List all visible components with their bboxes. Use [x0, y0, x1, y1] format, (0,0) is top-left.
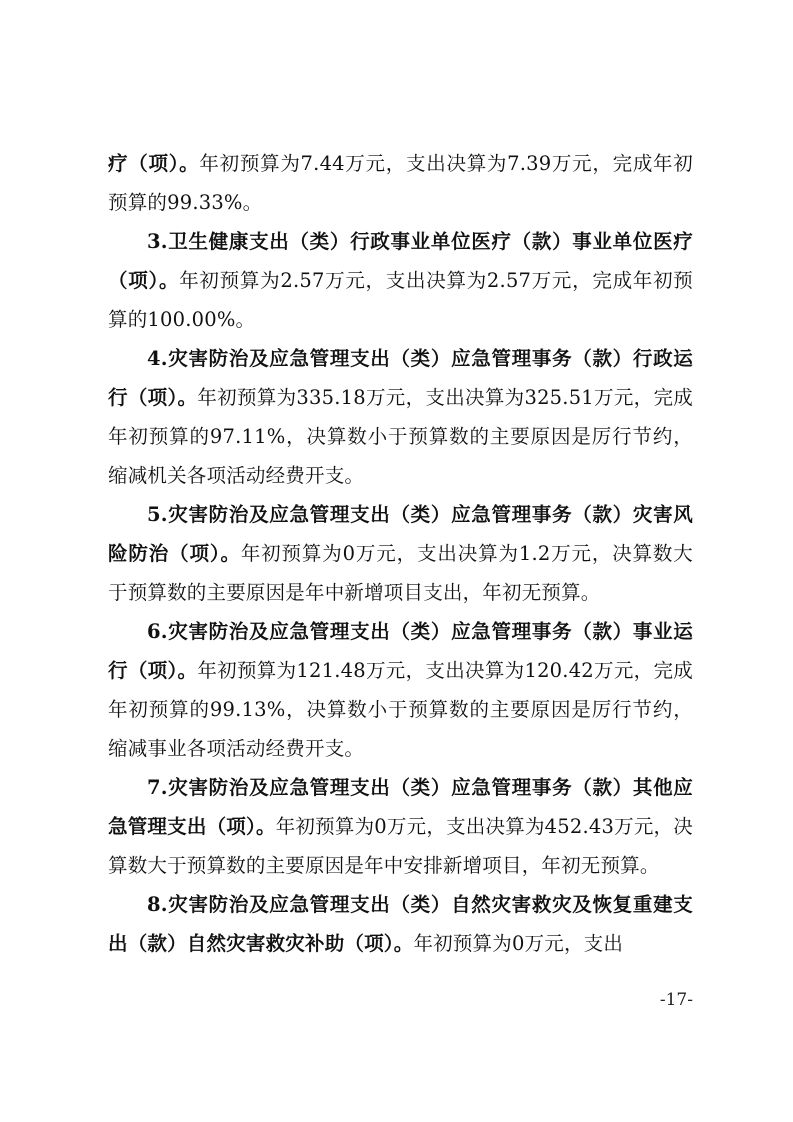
paragraph-heading: 3.卫生健康支出（类）行政事业单位医疗（款）事业单位医疗（项）。 [108, 230, 693, 292]
paragraph-body: 年初预算为0万元，支出 [413, 932, 624, 955]
paragraph-5 [108, 495, 693, 612]
paragraph-heading: 4.灾害防治及应急管理支出（类）应急管理事务（款）行政运行（项）。 [108, 347, 693, 409]
paragraph-body: 年初预算为7.44万元，支出决算为7.39万元，完成年初预算的99.33%。 [108, 152, 693, 214]
paragraph-3 [108, 222, 693, 339]
paragraph-2-continuation [108, 144, 693, 222]
paragraph-body: 年初预算为335.18万元，支出决算为325.51万元，完成年初预算的97.11%，决算数小于预算数的主要原因是厉行节约，缩减机关各项活动经费开支。 [108, 386, 693, 487]
paragraph-8 [108, 885, 693, 963]
paragraph-body: 年初预算为121.48万元，支出决算为120.42万元，完成年初预算的99.13%，决算数小于预算数的主要原因是厉行节约，缩减事业各项活动经费开支。 [108, 659, 693, 760]
paragraph-heading: 7.灾害防治及应急管理支出（类）应急管理事务（款）其他应急管理支出（项）。 [108, 776, 693, 838]
paragraph-body: 年初预算为0万元，支出决算为452.43万元，决算数大于预算数的主要原因是年中安排新增项目，年初无预算。 [108, 815, 693, 877]
paragraph-heading: 6.灾害防治及应急管理支出（类）应急管理事务（款）事业运行（项）。 [108, 620, 693, 682]
page-number: -17- [659, 990, 693, 1010]
paragraph-heading: 5.灾害防治及应急管理支出（类）应急管理事务（款）灾害风险防治（项）。 [108, 503, 693, 565]
paragraph-heading: 8.灾害防治及应急管理支出（类）自然灾害救灾及恢复重建支出（款）自然灾害救灾补助（项）。 [108, 893, 693, 955]
paragraph-body: 年初预算为0万元，支出决算为1.2万元，决算数大于预算数的主要原因是年中新增项目支出，年初无预算。 [108, 542, 693, 604]
paragraph-body: 年初预算为2.57万元，支出决算为2.57万元，完成年初预算的100.00%。 [108, 269, 693, 331]
paragraph-4 [108, 339, 693, 495]
paragraph-7 [108, 768, 693, 885]
body-text [108, 144, 693, 963]
paragraph-heading: 疗（项）。 [108, 152, 200, 175]
paragraph-6 [108, 612, 693, 768]
